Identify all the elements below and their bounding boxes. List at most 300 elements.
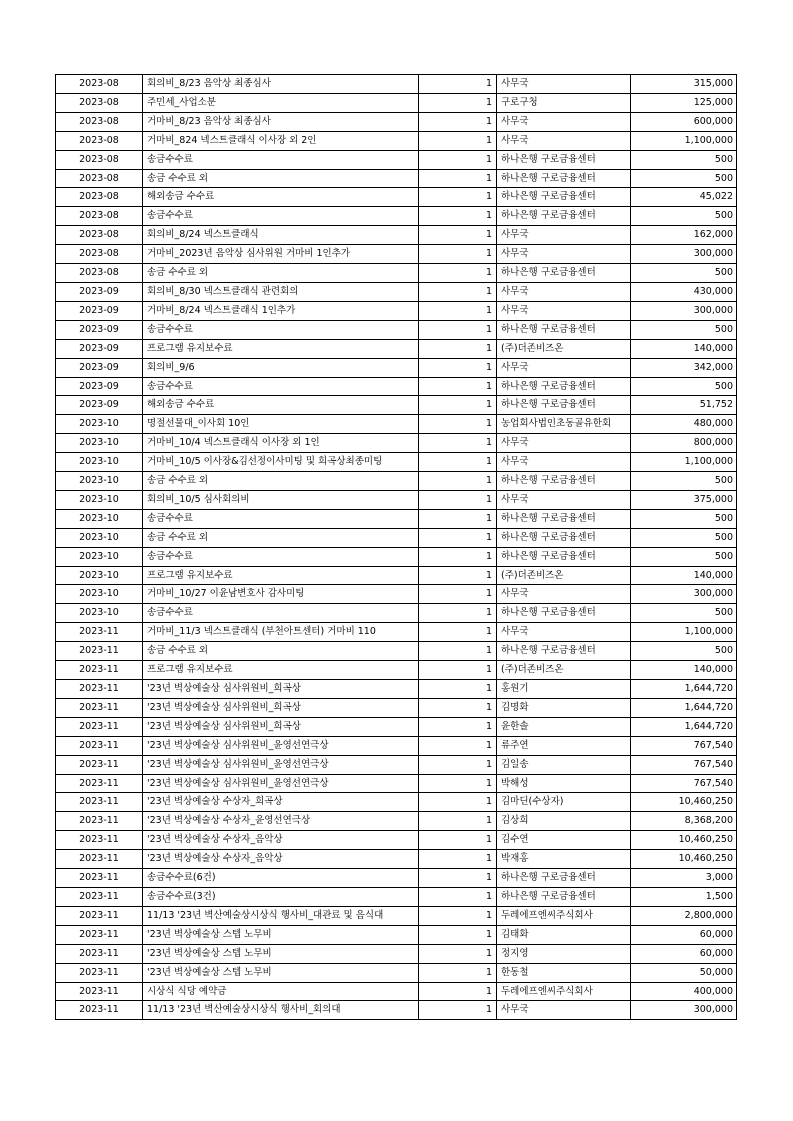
description-cell: 명절선물대_이사회 10인: [143, 415, 419, 434]
table-row: [56, 415, 737, 434]
description-cell: '23년 벽상예술상 심사위원비_윤영선연극상: [143, 736, 419, 755]
table-row: [56, 850, 737, 869]
table-row: [56, 226, 737, 245]
description-cell: 프로그램 유지보수료: [143, 566, 419, 585]
description-cell: 회의비_8/23 음악상 최종심사: [143, 75, 419, 94]
table-row: [56, 150, 737, 169]
table-row: [56, 377, 737, 396]
quantity-cell: 1: [419, 642, 497, 661]
description-cell: 송금수수료: [143, 509, 419, 528]
table-row: [56, 453, 737, 472]
amount-cell: 50,000: [631, 963, 737, 982]
description-cell: 거마비_11/3 넥스트클래식 (부천아트센터) 거마비 110: [143, 623, 419, 642]
table-row: [56, 774, 737, 793]
description-cell: '23년 벽상예술상 스텝 노무비: [143, 944, 419, 963]
date-cell: 2023-11: [56, 831, 143, 850]
description-cell: 송금수수료: [143, 207, 419, 226]
table-row: [56, 698, 737, 717]
quantity-cell: 1: [419, 377, 497, 396]
description-cell: 송금수수료(6건): [143, 869, 419, 888]
description-cell: 회의비_10/5 심사회의비: [143, 490, 419, 509]
table-row: [56, 736, 737, 755]
vendor-cell: 사무국: [497, 75, 631, 94]
date-cell: 2023-10: [56, 585, 143, 604]
date-cell: 2023-11: [56, 906, 143, 925]
amount-cell: 500: [631, 604, 737, 623]
table-row: [56, 264, 737, 283]
date-cell: 2023-11: [56, 812, 143, 831]
quantity-cell: 1: [419, 661, 497, 680]
amount-cell: 500: [631, 150, 737, 169]
vendor-cell: 사무국: [497, 1001, 631, 1020]
description-cell: 거마비_8/24 넥스트클래식 1인추가: [143, 301, 419, 320]
date-cell: 2023-10: [56, 528, 143, 547]
table-row: [56, 887, 737, 906]
date-cell: 2023-11: [56, 793, 143, 812]
quantity-cell: 1: [419, 131, 497, 150]
vendor-cell: 한동철: [497, 963, 631, 982]
date-cell: 2023-10: [56, 453, 143, 472]
amount-cell: 800,000: [631, 434, 737, 453]
description-cell: 송금 수수료 외: [143, 472, 419, 491]
date-cell: 2023-11: [56, 963, 143, 982]
date-cell: 2023-08: [56, 112, 143, 131]
table-row: [56, 642, 737, 661]
vendor-cell: (주)더존비즈온: [497, 339, 631, 358]
vendor-cell: 두레에프엔씨주식회사: [497, 906, 631, 925]
table-row: [56, 982, 737, 1001]
date-cell: 2023-11: [56, 869, 143, 888]
table-row: [56, 1001, 737, 1020]
description-cell: 시상식 식당 예약금: [143, 982, 419, 1001]
vendor-cell: 김마딘(수상자): [497, 793, 631, 812]
quantity-cell: 1: [419, 736, 497, 755]
description-cell: 해외송금 수수료: [143, 396, 419, 415]
date-cell: 2023-09: [56, 396, 143, 415]
quantity-cell: 1: [419, 717, 497, 736]
date-cell: 2023-11: [56, 925, 143, 944]
quantity-cell: 1: [419, 906, 497, 925]
amount-cell: 500: [631, 207, 737, 226]
vendor-cell: 하나은행 구로금융센터: [497, 320, 631, 339]
vendor-cell: 사무국: [497, 131, 631, 150]
date-cell: 2023-08: [56, 264, 143, 283]
description-cell: 해외송금 수수료: [143, 188, 419, 207]
amount-cell: 8,368,200: [631, 812, 737, 831]
description-cell: '23년 벽상예술상 스텝 노무비: [143, 963, 419, 982]
amount-cell: 500: [631, 509, 737, 528]
date-cell: 2023-09: [56, 358, 143, 377]
vendor-cell: 사무국: [497, 282, 631, 301]
date-cell: 2023-11: [56, 736, 143, 755]
amount-cell: 500: [631, 320, 737, 339]
amount-cell: 600,000: [631, 112, 737, 131]
description-cell: '23년 벽상예술상 심사위원비_희곡상: [143, 680, 419, 699]
vendor-cell: 두레에프엔씨주식회사: [497, 982, 631, 1001]
quantity-cell: 1: [419, 358, 497, 377]
table-row: [56, 434, 737, 453]
amount-cell: 10,460,250: [631, 793, 737, 812]
description-cell: '23년 벽상예술상 심사위원비_희곡상: [143, 698, 419, 717]
date-cell: 2023-11: [56, 1001, 143, 1020]
quantity-cell: 1: [419, 207, 497, 226]
amount-cell: 767,540: [631, 736, 737, 755]
amount-cell: 60,000: [631, 925, 737, 944]
description-cell: 송금수수료(3건): [143, 887, 419, 906]
description-cell: '23년 벽상예술상 심사위원비_희곡상: [143, 717, 419, 736]
quantity-cell: 1: [419, 982, 497, 1001]
vendor-cell: (주)더존비즈온: [497, 661, 631, 680]
quantity-cell: 1: [419, 472, 497, 491]
description-cell: '23년 벽상예술상 스텝 노무비: [143, 925, 419, 944]
table-row: [56, 169, 737, 188]
date-cell: 2023-11: [56, 774, 143, 793]
vendor-cell: 사무국: [497, 226, 631, 245]
amount-cell: 767,540: [631, 774, 737, 793]
vendor-cell: 정지영: [497, 944, 631, 963]
table-row: [56, 282, 737, 301]
vendor-cell: 하나은행 구로금융센터: [497, 642, 631, 661]
vendor-cell: 사무국: [497, 490, 631, 509]
vendor-cell: 사무국: [497, 623, 631, 642]
vendor-cell: 하나은행 구로금융센터: [497, 604, 631, 623]
quantity-cell: 1: [419, 415, 497, 434]
amount-cell: 1,644,720: [631, 717, 737, 736]
table-row: [56, 869, 737, 888]
vendor-cell: 홍원기: [497, 680, 631, 699]
quantity-cell: 1: [419, 604, 497, 623]
amount-cell: 1,100,000: [631, 453, 737, 472]
vendor-cell: 사무국: [497, 585, 631, 604]
table-row: [56, 472, 737, 491]
quantity-cell: 1: [419, 812, 497, 831]
date-cell: 2023-08: [56, 245, 143, 264]
amount-cell: 10,460,250: [631, 850, 737, 869]
amount-cell: 400,000: [631, 982, 737, 1001]
date-cell: 2023-11: [56, 755, 143, 774]
table-row: [56, 93, 737, 112]
description-cell: 11/13 '23년 벽산예술상시상식 행사비_대관료 및 음식대: [143, 906, 419, 925]
description-cell: 거마비_8/23 음악상 최종심사: [143, 112, 419, 131]
quantity-cell: 1: [419, 320, 497, 339]
vendor-cell: 사무국: [497, 112, 631, 131]
amount-cell: 500: [631, 547, 737, 566]
quantity-cell: 1: [419, 963, 497, 982]
table-row: [56, 963, 737, 982]
amount-cell: 1,100,000: [631, 131, 737, 150]
vendor-cell: 사무국: [497, 301, 631, 320]
description-cell: 11/13 '23년 벽산예술상시상식 행사비_회의대: [143, 1001, 419, 1020]
expense-ledger-table: [55, 74, 737, 1020]
vendor-cell: 박재홍: [497, 850, 631, 869]
table-row: [56, 509, 737, 528]
description-cell: '23년 벽상예술상 수상자_음악상: [143, 850, 419, 869]
amount-cell: 300,000: [631, 301, 737, 320]
vendor-cell: 구로구청: [497, 93, 631, 112]
quantity-cell: 1: [419, 869, 497, 888]
description-cell: 송금수수료: [143, 320, 419, 339]
table-row: [56, 793, 737, 812]
vendor-cell: 김수연: [497, 831, 631, 850]
description-cell: '23년 벽상예술상 수상자_희곡상: [143, 793, 419, 812]
description-cell: 거마비_824 넥스트클래식 이사장 외 2인: [143, 131, 419, 150]
amount-cell: 767,540: [631, 755, 737, 774]
quantity-cell: 1: [419, 339, 497, 358]
date-cell: 2023-10: [56, 490, 143, 509]
quantity-cell: 1: [419, 112, 497, 131]
date-cell: 2023-11: [56, 642, 143, 661]
table-row: [56, 547, 737, 566]
amount-cell: 3,000: [631, 869, 737, 888]
description-cell: '23년 벽상예술상 수상자_음악상: [143, 831, 419, 850]
quantity-cell: 1: [419, 169, 497, 188]
date-cell: 2023-08: [56, 93, 143, 112]
vendor-cell: 하나은행 구로금융센터: [497, 547, 631, 566]
date-cell: 2023-10: [56, 434, 143, 453]
description-cell: '23년 벽상예술상 심사위원비_윤영선연극상: [143, 755, 419, 774]
description-cell: 주민세_사업소분: [143, 93, 419, 112]
quantity-cell: 1: [419, 245, 497, 264]
date-cell: 2023-09: [56, 301, 143, 320]
amount-cell: 315,000: [631, 75, 737, 94]
amount-cell: 140,000: [631, 661, 737, 680]
vendor-cell: 하나은행 구로금융센터: [497, 509, 631, 528]
date-cell: 2023-11: [56, 680, 143, 699]
description-cell: 거마비_2023년 음악상 심사위원 거마비 1인추가: [143, 245, 419, 264]
table-row: [56, 944, 737, 963]
quantity-cell: 1: [419, 528, 497, 547]
vendor-cell: 하나은행 구로금융센터: [497, 869, 631, 888]
table-row: [56, 812, 737, 831]
description-cell: 송금 수수료 외: [143, 528, 419, 547]
quantity-cell: 1: [419, 755, 497, 774]
quantity-cell: 1: [419, 831, 497, 850]
description-cell: 프로그램 유지보수료: [143, 661, 419, 680]
date-cell: 2023-09: [56, 320, 143, 339]
date-cell: 2023-11: [56, 661, 143, 680]
amount-cell: 300,000: [631, 1001, 737, 1020]
quantity-cell: 1: [419, 93, 497, 112]
quantity-cell: 1: [419, 698, 497, 717]
table-row: [56, 75, 737, 94]
quantity-cell: 1: [419, 396, 497, 415]
table-row: [56, 245, 737, 264]
table-row: [56, 301, 737, 320]
date-cell: 2023-08: [56, 75, 143, 94]
table-row: [56, 207, 737, 226]
vendor-cell: 하나은행 구로금융센터: [497, 887, 631, 906]
quantity-cell: 1: [419, 850, 497, 869]
table-row: [56, 831, 737, 850]
quantity-cell: 1: [419, 1001, 497, 1020]
date-cell: 2023-10: [56, 415, 143, 434]
table-row: [56, 585, 737, 604]
quantity-cell: 1: [419, 585, 497, 604]
table-row: [56, 112, 737, 131]
quantity-cell: 1: [419, 188, 497, 207]
table-row: [56, 604, 737, 623]
table-row: [56, 528, 737, 547]
amount-cell: 45,022: [631, 188, 737, 207]
quantity-cell: 1: [419, 547, 497, 566]
vendor-cell: 윤한솔: [497, 717, 631, 736]
date-cell: 2023-10: [56, 604, 143, 623]
description-cell: 회의비_8/24 넥스트클래식: [143, 226, 419, 245]
description-cell: 거마비_10/27 이윤남변호사 감사미팅: [143, 585, 419, 604]
description-cell: 거마비_10/4 넥스트클래식 이사장 외 1인: [143, 434, 419, 453]
date-cell: 2023-09: [56, 377, 143, 396]
description-cell: 프로그램 유지보수료: [143, 339, 419, 358]
amount-cell: 500: [631, 169, 737, 188]
date-cell: 2023-08: [56, 131, 143, 150]
quantity-cell: 1: [419, 680, 497, 699]
amount-cell: 2,800,000: [631, 906, 737, 925]
amount-cell: 480,000: [631, 415, 737, 434]
amount-cell: 140,000: [631, 566, 737, 585]
vendor-cell: 하나은행 구로금융센터: [497, 528, 631, 547]
amount-cell: 375,000: [631, 490, 737, 509]
amount-cell: 1,644,720: [631, 680, 737, 699]
table-row: [56, 925, 737, 944]
vendor-cell: 사무국: [497, 358, 631, 377]
vendor-cell: 농업회사법인초동골유한회: [497, 415, 631, 434]
quantity-cell: 1: [419, 453, 497, 472]
amount-cell: 51,752: [631, 396, 737, 415]
date-cell: 2023-11: [56, 698, 143, 717]
quantity-cell: 1: [419, 566, 497, 585]
vendor-cell: 류주연: [497, 736, 631, 755]
quantity-cell: 1: [419, 774, 497, 793]
description-cell: '23년 벽상예술상 수상자_윤영선연극상: [143, 812, 419, 831]
description-cell: 송금수수료: [143, 547, 419, 566]
date-cell: 2023-11: [56, 623, 143, 642]
vendor-cell: 하나은행 구로금융센터: [497, 188, 631, 207]
amount-cell: 1,500: [631, 887, 737, 906]
date-cell: 2023-10: [56, 472, 143, 491]
amount-cell: 140,000: [631, 339, 737, 358]
vendor-cell: 김일송: [497, 755, 631, 774]
vendor-cell: 사무국: [497, 245, 631, 264]
quantity-cell: 1: [419, 264, 497, 283]
vendor-cell: 김명화: [497, 698, 631, 717]
quantity-cell: 1: [419, 75, 497, 94]
date-cell: 2023-08: [56, 226, 143, 245]
quantity-cell: 1: [419, 925, 497, 944]
table-row: [56, 623, 737, 642]
vendor-cell: 하나은행 구로금융센터: [497, 396, 631, 415]
vendor-cell: 사무국: [497, 453, 631, 472]
amount-cell: 1,644,720: [631, 698, 737, 717]
description-cell: 회의비_9/6: [143, 358, 419, 377]
quantity-cell: 1: [419, 887, 497, 906]
quantity-cell: 1: [419, 623, 497, 642]
quantity-cell: 1: [419, 150, 497, 169]
table-row: [56, 906, 737, 925]
amount-cell: 500: [631, 264, 737, 283]
quantity-cell: 1: [419, 793, 497, 812]
vendor-cell: 하나은행 구로금융센터: [497, 169, 631, 188]
vendor-cell: 박해성: [497, 774, 631, 793]
vendor-cell: 사무국: [497, 434, 631, 453]
table-row: [56, 358, 737, 377]
date-cell: 2023-11: [56, 850, 143, 869]
table-row: [56, 566, 737, 585]
table-row: [56, 396, 737, 415]
quantity-cell: 1: [419, 944, 497, 963]
description-cell: 송금수수료: [143, 377, 419, 396]
vendor-cell: 김상희: [497, 812, 631, 831]
quantity-cell: 1: [419, 282, 497, 301]
quantity-cell: 1: [419, 509, 497, 528]
date-cell: 2023-10: [56, 566, 143, 585]
amount-cell: 10,460,250: [631, 831, 737, 850]
amount-cell: 1,100,000: [631, 623, 737, 642]
amount-cell: 500: [631, 377, 737, 396]
table-row: [56, 490, 737, 509]
table-row: [56, 339, 737, 358]
date-cell: 2023-10: [56, 509, 143, 528]
vendor-cell: 하나은행 구로금융센터: [497, 150, 631, 169]
description-cell: 송금 수수료 외: [143, 264, 419, 283]
amount-cell: 342,000: [631, 358, 737, 377]
date-cell: 2023-09: [56, 339, 143, 358]
table-row: [56, 131, 737, 150]
quantity-cell: 1: [419, 301, 497, 320]
description-cell: 거마비_10/5 이사장&김선정이사미팅 및 희곡상최종미팅: [143, 453, 419, 472]
date-cell: 2023-08: [56, 188, 143, 207]
description-cell: 송금수수료: [143, 604, 419, 623]
description-cell: '23년 벽상예술상 심사위원비_윤영선연극상: [143, 774, 419, 793]
vendor-cell: (주)더존비즈온: [497, 566, 631, 585]
amount-cell: 500: [631, 528, 737, 547]
quantity-cell: 1: [419, 226, 497, 245]
vendor-cell: 하나은행 구로금융센터: [497, 472, 631, 491]
date-cell: 2023-08: [56, 169, 143, 188]
amount-cell: 60,000: [631, 944, 737, 963]
description-cell: 회의비_8/30 넥스트클래식 관련회의: [143, 282, 419, 301]
quantity-cell: 1: [419, 434, 497, 453]
amount-cell: 125,000: [631, 93, 737, 112]
date-cell: 2023-09: [56, 282, 143, 301]
table-row: [56, 661, 737, 680]
amount-cell: 500: [631, 642, 737, 661]
table-row: [56, 755, 737, 774]
date-cell: 2023-08: [56, 207, 143, 226]
amount-cell: 300,000: [631, 585, 737, 604]
amount-cell: 430,000: [631, 282, 737, 301]
table-row: [56, 320, 737, 339]
vendor-cell: 하나은행 구로금융센터: [497, 377, 631, 396]
vendor-cell: 김태화: [497, 925, 631, 944]
amount-cell: 500: [631, 472, 737, 491]
description-cell: 송금 수수료 외: [143, 642, 419, 661]
description-cell: 송금수수료: [143, 150, 419, 169]
date-cell: 2023-11: [56, 717, 143, 736]
table-row: [56, 717, 737, 736]
date-cell: 2023-10: [56, 547, 143, 566]
vendor-cell: 하나은행 구로금융센터: [497, 207, 631, 226]
date-cell: 2023-11: [56, 982, 143, 1001]
date-cell: 2023-11: [56, 887, 143, 906]
description-cell: 송금 수수료 외: [143, 169, 419, 188]
ledger-body: [56, 75, 737, 1020]
quantity-cell: 1: [419, 490, 497, 509]
amount-cell: 300,000: [631, 245, 737, 264]
date-cell: 2023-11: [56, 944, 143, 963]
amount-cell: 162,000: [631, 226, 737, 245]
vendor-cell: 하나은행 구로금융센터: [497, 264, 631, 283]
table-row: [56, 680, 737, 699]
